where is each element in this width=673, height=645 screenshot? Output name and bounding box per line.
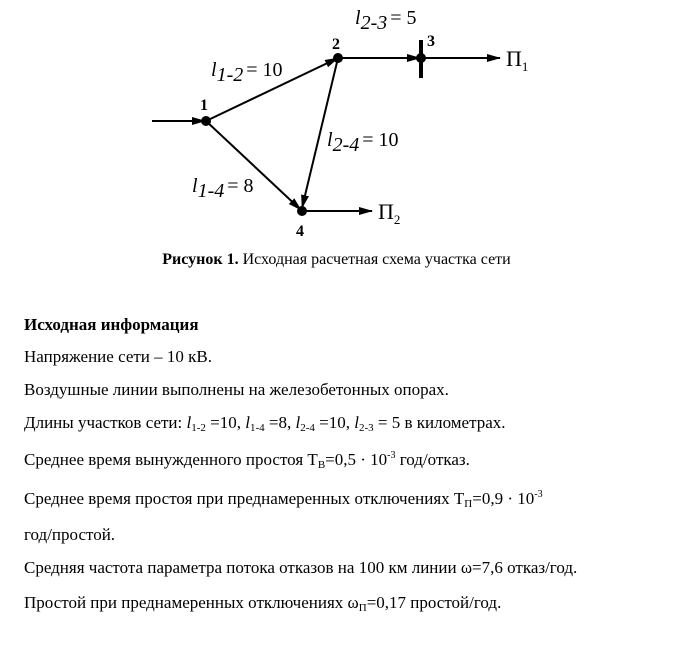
node-2-label: 2 xyxy=(332,36,340,53)
load-p2: $П_2$ xyxy=(378,199,401,227)
omegap-line: Простой при преднамеренных отключениях ωП=0,17 простой/год. xyxy=(24,593,502,614)
network-diagram xyxy=(0,0,673,240)
node-1-dot xyxy=(201,116,211,126)
node-1-label: 1 xyxy=(200,97,208,114)
load-p1: $П_1$ xyxy=(506,46,529,74)
caption-text: Исходная расчетная схема участка сети xyxy=(238,251,511,268)
length-l23: l2-3 = 5 xyxy=(355,7,417,34)
tp-line: Среднее время простоя при преднамеренных отключениях $ТП=0,9 \cdot 10^{-3}$ xyxy=(24,489,543,510)
omega-line: Средняя частота параметра потока отказов на 100 км линии ω=7,6 отказ/год. xyxy=(24,558,578,577)
info-heading: Исходная информация xyxy=(24,315,199,334)
length-l24: l2-4 = 10 xyxy=(327,129,399,156)
lengths-line: Длины участков сети: l1-2 =10, l1-4 =8, l2-4 =10, l2-3 = 5 в километрах. xyxy=(24,413,506,434)
node-2-dot xyxy=(333,53,343,63)
lines-line: Воздушные линии выполнены на железобетонных опорах. xyxy=(24,380,449,399)
length-l12: l1-2 = 10 xyxy=(211,59,283,86)
tp-unit-line: год/простой. xyxy=(24,525,116,544)
node-3-label: 3 xyxy=(427,33,435,50)
length-l14: l1-4 = 8 xyxy=(192,175,254,202)
caption-prefix: Рисунок 1. xyxy=(162,251,239,268)
node-4-dot xyxy=(297,206,307,216)
figure-caption xyxy=(0,251,673,269)
voltage-line: Напряжение сети – 10 кВ. xyxy=(24,347,212,366)
tb-line: Среднее время вынужденного простоя $ТВ=0,5 \cdot 10^{-3}$ год/отказ. xyxy=(24,450,470,471)
edge-2-4 xyxy=(302,58,338,208)
node-4-label: 4 xyxy=(296,223,304,240)
node-3-dot xyxy=(416,53,426,63)
